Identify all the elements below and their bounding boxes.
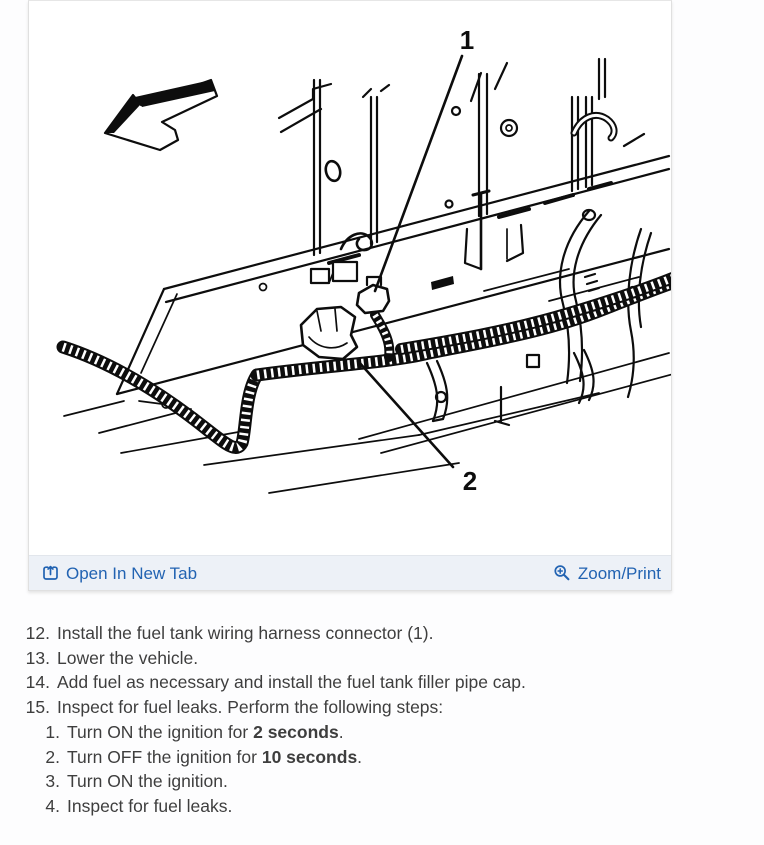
substep-4 xyxy=(0,794,764,819)
substep-pre: Turn ON the ignition for xyxy=(67,721,254,742)
connector-bracket xyxy=(311,262,357,283)
callout-1 xyxy=(375,25,474,291)
substep-3 xyxy=(0,769,764,794)
substep-number: 3. xyxy=(45,771,60,792)
substep-2 xyxy=(0,745,764,770)
substep-1 xyxy=(0,720,764,745)
step-text: Lower the vehicle. xyxy=(57,647,199,668)
diagram-panel xyxy=(28,0,672,591)
zoom-print-label: Zoom/Print xyxy=(577,563,661,583)
step-text: Add fuel as necessary and install the fuel tank filler pipe cap. xyxy=(57,672,526,693)
diagram-figure xyxy=(29,1,671,555)
substep-post: . xyxy=(357,746,363,767)
zoom-icon xyxy=(553,564,571,582)
substep-pre: Turn ON the ignition. xyxy=(67,771,228,792)
open-in-new-tab-label: Open In New Tab xyxy=(66,563,198,583)
wiring-harness-diagram xyxy=(29,1,671,555)
substep-pre: Inspect for fuel leaks. xyxy=(67,795,233,816)
direction-arrow-icon xyxy=(105,80,217,150)
harness-connector-1 xyxy=(357,277,389,313)
substep-text xyxy=(67,745,362,770)
callout-2-label: 2 xyxy=(462,466,478,496)
substep-text xyxy=(67,794,232,819)
step-15 xyxy=(0,695,764,720)
upper-structure xyxy=(279,59,644,269)
substep-number: 1. xyxy=(45,721,60,742)
step-12 xyxy=(0,621,764,646)
substep-text xyxy=(67,769,228,794)
procedure-instructions xyxy=(0,621,764,819)
open-in-new-tab-icon xyxy=(42,565,59,581)
callout-1-label: 1 xyxy=(459,25,475,55)
step-number: 14. xyxy=(25,672,50,693)
open-in-new-tab-link[interactable] xyxy=(42,565,197,582)
step-14 xyxy=(0,670,764,695)
substep-pre: Turn OFF the ignition for xyxy=(67,746,262,767)
zoom-print-link[interactable] xyxy=(553,564,661,582)
substep-number: 2. xyxy=(45,746,60,767)
step-number: 12. xyxy=(25,623,50,643)
substep-bold: 10 seconds xyxy=(261,746,358,767)
substep-bold: 2 seconds xyxy=(253,721,339,742)
step-number: 15. xyxy=(25,697,50,718)
substep-number: 4. xyxy=(45,795,60,816)
step-text: Install the fuel tank wiring harness connector (1). xyxy=(57,623,434,643)
step-number: 13. xyxy=(25,647,50,668)
figure-toolbar xyxy=(29,555,671,590)
step-13 xyxy=(0,646,764,671)
harness-connector-2 xyxy=(301,307,357,359)
substep-text xyxy=(67,720,344,745)
substep-post: . xyxy=(338,721,344,742)
step-text: Inspect for fuel leaks. Perform the following steps: xyxy=(57,697,444,718)
